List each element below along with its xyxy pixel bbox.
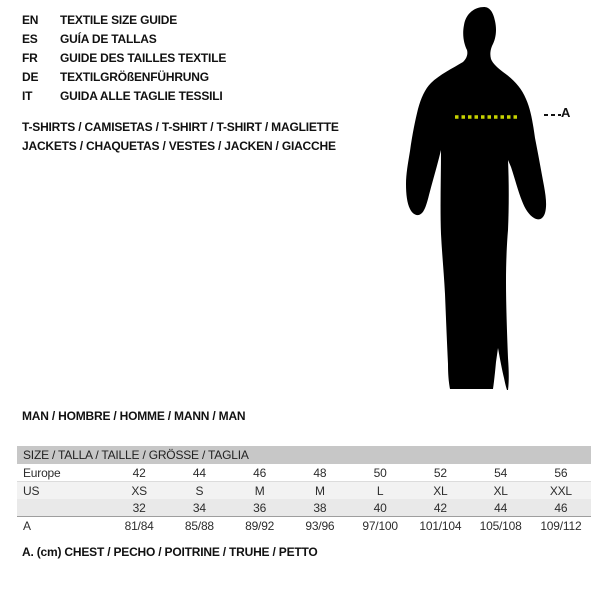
table-cell: 44 [169,464,229,482]
table-cell: XL [471,482,531,500]
table-cell: 42 [410,499,470,517]
language-code: IT [22,89,33,103]
language-row [22,87,226,106]
table-cell: 89/92 [230,517,290,535]
table-cell: 48 [290,464,350,482]
language-label: GUIDE DES TAILLES TEXTILE [60,51,227,65]
size-table-header-row [17,446,591,464]
language-label: GUIDA ALLE TAGLIE TESSILI [60,89,223,103]
table-cell: 81/84 [109,517,169,535]
table-cell: 93/96 [290,517,350,535]
table-cell: M [290,482,350,500]
table-cell: 105/108 [471,517,531,535]
language-label: TEXTILE SIZE GUIDE [60,13,178,27]
language-row [22,11,226,30]
table-cell: 52 [410,464,470,482]
row-label: US [17,482,109,500]
table-row-chest-cm [17,517,591,535]
table-cell: XS [109,482,169,500]
size-table [17,446,591,534]
table-cell: 46 [230,464,290,482]
table-cell: 85/88 [169,517,229,535]
language-label: GUÍA DE TALLAS [60,32,157,46]
table-cell: 34 [169,499,229,517]
language-row [22,49,226,68]
table-cell: 109/112 [531,517,591,535]
section-title-man: MAN / HOMBRE / HOMME / MANN / MAN [22,409,246,423]
table-cell: 101/104 [410,517,470,535]
table-cell: 46 [531,499,591,517]
table-cell: L [350,482,410,500]
category-list [22,118,339,156]
table-cell: 44 [471,499,531,517]
table-cell: M [230,482,290,500]
table-cell: 97/100 [350,517,410,535]
footnote-chest-measure: A. (cm) CHEST / PECHO / POITRINE / TRUHE / PETTO [22,545,318,559]
table-cell: XXL [531,482,591,500]
table-cell: 50 [350,464,410,482]
language-row [22,30,226,49]
table-cell: 54 [471,464,531,482]
language-code: ES [22,32,38,46]
language-code: DE [22,70,39,84]
measure-a-label: A [561,105,571,120]
table-cell: S [169,482,229,500]
language-list [22,11,226,106]
category-tshirts: T-SHIRTS / CAMISETAS / T-SHIRT / T-SHIRT / MAGLIETTE [22,120,339,134]
table-cell: XL [410,482,470,500]
row-label: Europe [17,464,109,482]
language-label: TEXTILGRÖßENFÜHRUNG [60,70,209,84]
table-cell: 36 [230,499,290,517]
table-cell: 32 [109,499,169,517]
row-label: A [17,517,109,535]
category-jackets: JACKETS / CHAQUETAS / VESTES / JACKEN / GIACCHE [22,139,336,153]
table-cell: 42 [109,464,169,482]
size-table-header: SIZE / TALLA / TAILLE / GRÖSSE / TAGLIA [17,446,591,464]
language-row [22,68,226,87]
table-row-numeric [17,499,591,517]
language-code: FR [22,51,38,65]
man-silhouette-svg [405,2,565,392]
row-label [17,499,109,517]
table-cell: 40 [350,499,410,517]
table-row-us [17,482,591,500]
table-cell: 38 [290,499,350,517]
table-cell: 56 [531,464,591,482]
man-silhouette-figure [405,2,565,392]
language-code: EN [22,13,39,27]
man-silhouette-path [406,7,546,390]
table-row-europe [17,464,591,482]
